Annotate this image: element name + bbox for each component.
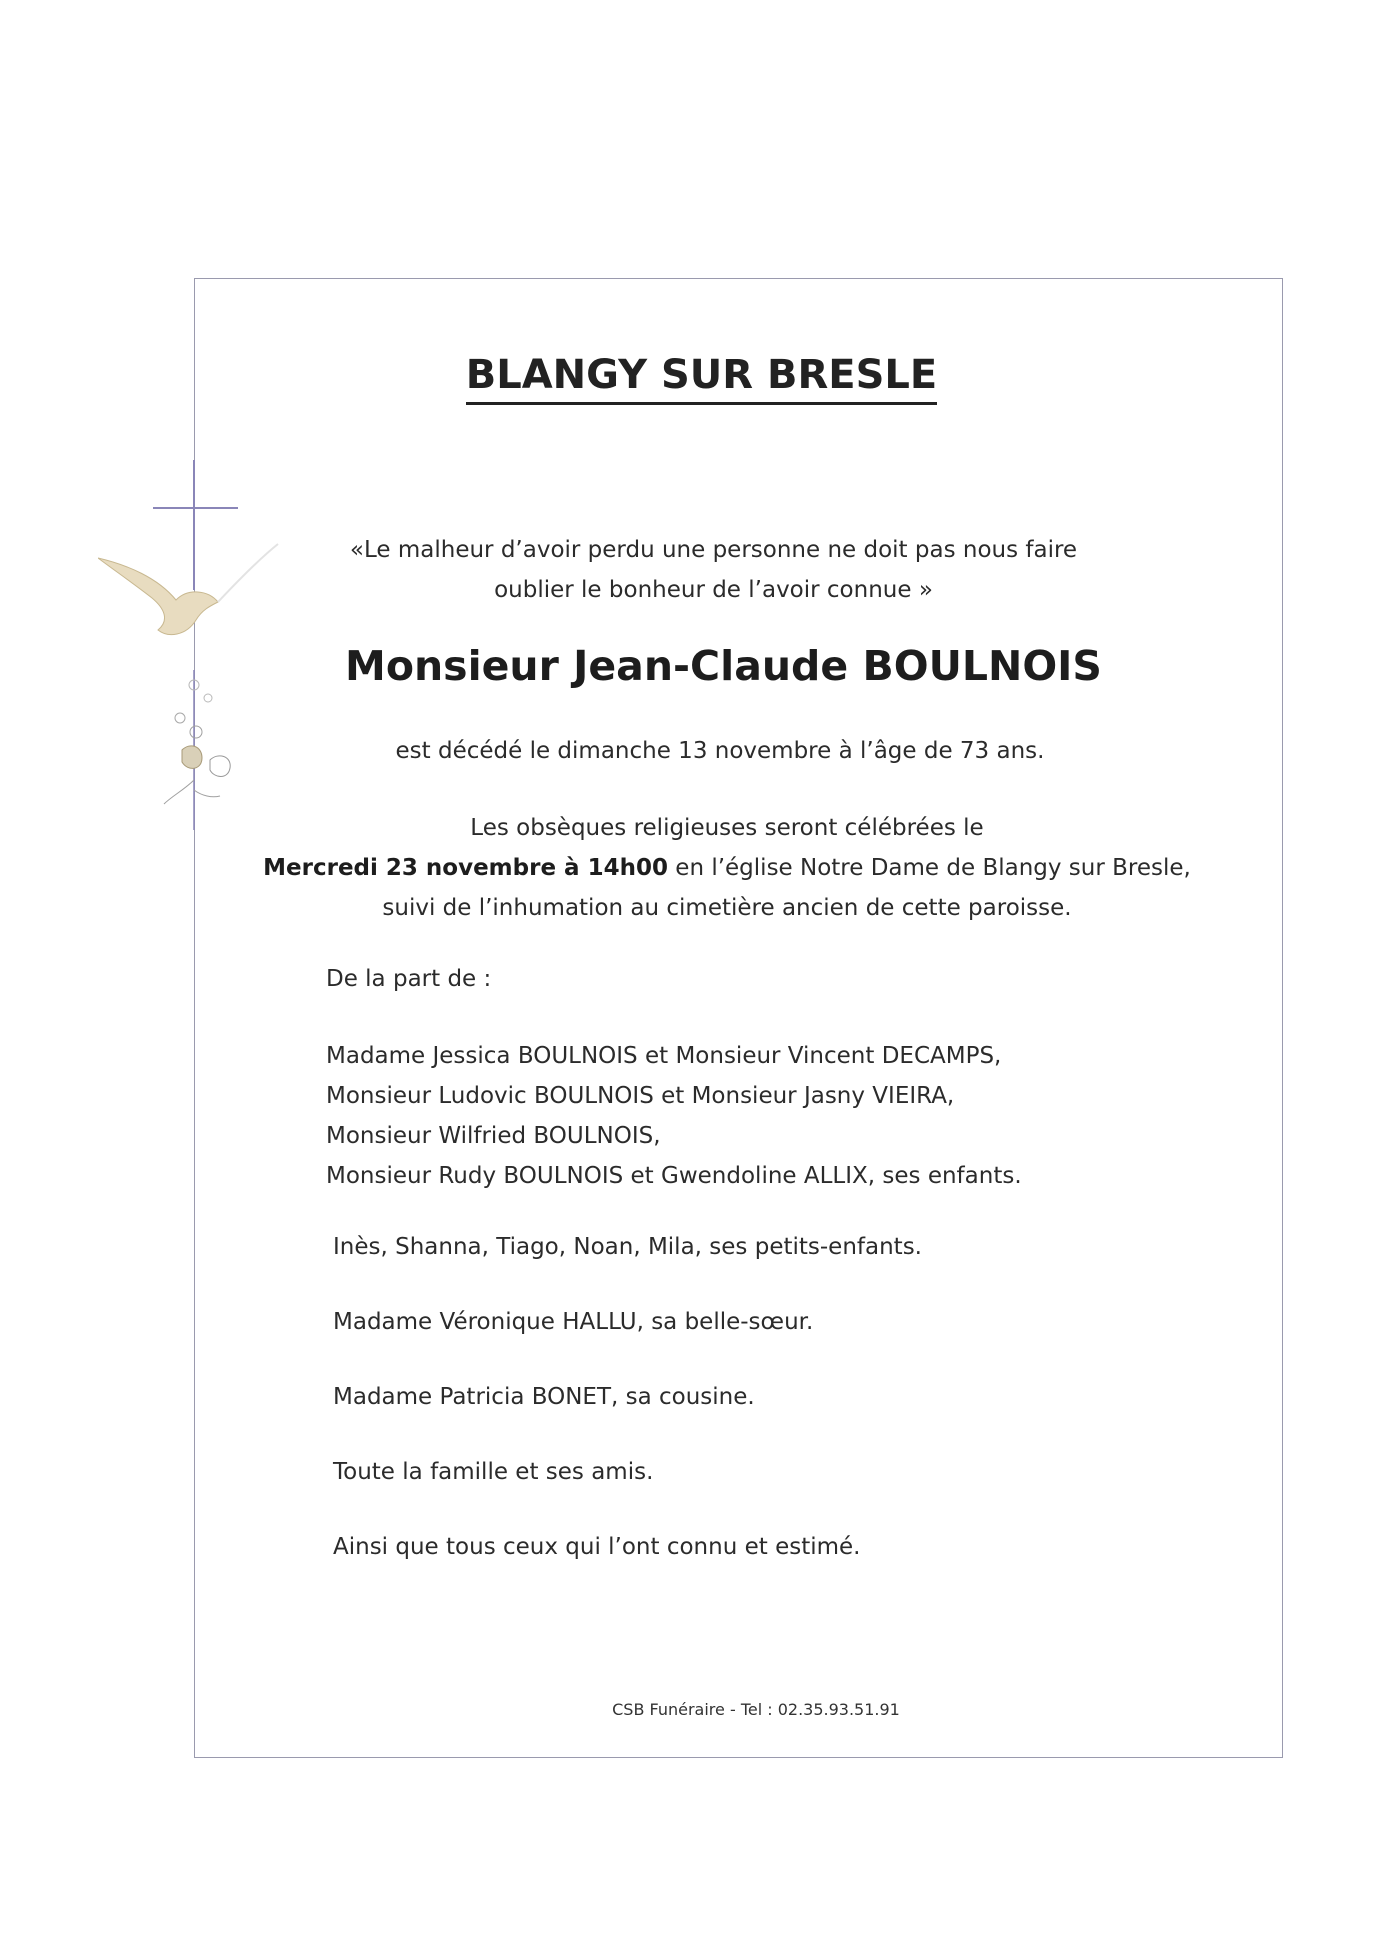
quote-line-1: «Le malheur d’avoir perdu une personne ne doit pas nous faire: [349, 537, 1078, 563]
funeral-home-footer: CSB Funéraire - Tel : 02.35.93.51.91: [612, 1700, 900, 1719]
quote-block: [0, 530, 1377, 610]
from-label: De la part de :: [326, 966, 492, 992]
funeral-line-3: suivi de l’inhumation au cimetière ancien de cette paroisse.: [382, 895, 1072, 921]
closing-line: Ainsi que tous ceux qui l’ont connu et estimé.: [333, 1534, 861, 1560]
list-item: Madame Jessica BOULNOIS et Monsieur Vincent DECAMPS,: [326, 1043, 1002, 1069]
funeral-line-1: Les obsèques religieuses seront célébrées le: [470, 815, 984, 841]
cousin: Madame Patricia BONET, sa cousine.: [333, 1384, 755, 1410]
funeral-line-2: [0, 848, 1377, 888]
funeral-date: Mercredi 23 novembre à 14h00: [263, 855, 668, 881]
funeral-location: en l’église Notre Dame de Blangy sur Bresle,: [667, 855, 1191, 881]
list-item: Monsieur Ludovic BOULNOIS et Monsieur Jasny VIEIRA,: [326, 1083, 955, 1109]
death-notice: est décédé le dimanche 13 novembre à l’âge de 73 ans.: [395, 738, 1045, 764]
list-item: Monsieur Wilfried BOULNOIS,: [326, 1123, 661, 1149]
deceased-name: Monsieur Jean-Claude BOULNOIS: [345, 642, 1102, 690]
grandchildren: Inès, Shanna, Tiago, Noan, Mila, ses petits-enfants.: [333, 1234, 922, 1260]
funeral-details: [0, 808, 1377, 928]
children-list: [326, 1036, 1022, 1196]
town-heading: BLANGY SUR BRESLE: [466, 352, 938, 405]
family: Toute la famille et ses amis.: [333, 1459, 654, 1485]
sister-in-law: Madame Véronique HALLU, sa belle-sœur.: [333, 1309, 814, 1335]
page-title: [0, 352, 1377, 405]
list-item: Monsieur Rudy BOULNOIS et Gwendoline ALLIX, ses enfants.: [326, 1163, 1022, 1189]
quote-line-2: oublier le bonheur de l’avoir connue »: [494, 577, 933, 603]
